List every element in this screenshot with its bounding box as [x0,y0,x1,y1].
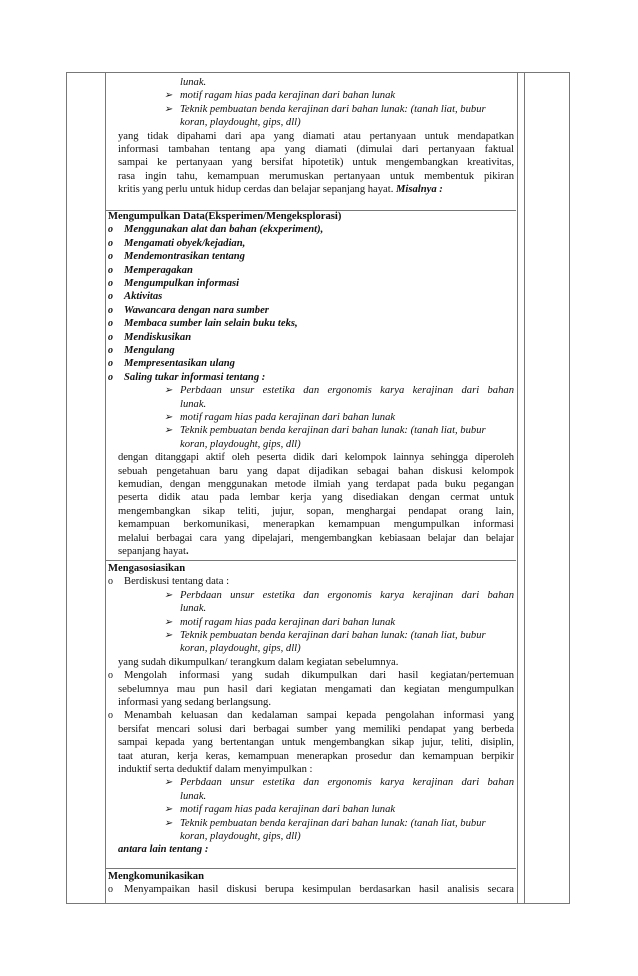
example-label: Misalnya : [396,184,443,196]
arrow-bullet-icon: ➢ [164,412,173,424]
circle-bullet-icon: o [108,264,113,276]
circle-bullet-icon: o [108,237,113,249]
arrow-item-continuation: koran, playdought, gips, dll) [180,643,301,655]
arrow-item [108,103,514,116]
section-questioning [108,76,514,197]
paragraph-line: sampai kepada yang bertentangan untuk mengembangkan sikap jujur, teliti, disiplin, [118,737,514,749]
arrow-bullet-icon: ➢ [164,630,173,642]
paragraph-line: yang sudah dikumpulkan/ terangkum dalam kegiatan sebelumnya. [118,656,399,668]
arrow-item [108,616,514,629]
arrow-item [108,384,514,397]
list-item [108,317,514,330]
paragraph-line: rasa ingin tahu, kemampuan merumuskan pertanyaan untuk membentuk pikiran [118,170,514,182]
arrow-item-continuation: koran, playdought, gips, dll) [180,117,301,129]
arrow-item [108,411,514,424]
list-item [108,331,514,344]
paragraph-text: kritis yang perlu untuk hidup cerdas dan belajar sepanjang hayat. [118,184,394,196]
table-right-column [517,73,525,903]
paragraph-line [108,183,514,196]
circle-bullet-icon: o [108,358,113,370]
list-item [108,344,514,357]
list-item-text: Mendemontrasikan tentang [124,251,245,263]
circle-bullet-icon: o [108,224,113,236]
paragraph-line: mengembangkan sikap teliti, jujur, sopan, menghargai pendapat orang lain, [118,505,514,517]
list-item-text: Wawancara dengan nara sumber [124,304,269,316]
arrow-item-text: Teknik pembuatan benda kerajinan dari bahan lunak: (tanah liat, bubur [180,817,486,829]
circle-bullet-icon: o [108,318,113,330]
arrow-item [108,589,514,602]
arrow-item-continuation: lunak. [180,398,207,410]
arrow-item [108,89,514,102]
section-heading: Mengumpulkan Data(Eksperimen/Mengeksplorasi) [108,211,342,222]
closing-label: antara lain tentang : [118,844,209,856]
list-item-text: Mengolah informasi yang sudah dikumpulkan dari hasil kegiatan/pertemuan [124,670,514,682]
list-item [108,709,514,722]
paragraph-period: . [185,546,189,558]
circle-bullet-icon: o [108,251,113,263]
arrow-bullet-icon: ➢ [164,817,173,829]
list-item [108,250,514,263]
arrow-item-text: motif ragam hias pada kerajinan dari bahan lunak [180,804,396,816]
list-item-text: Berdiskusi tentang data : [124,576,230,588]
list-item [108,304,514,317]
paragraph-line: yang tidak dipahami dari apa yang diamati atau pertanyaan untuk mendapatkan [118,130,514,142]
arrow-item-continuation: koran, playdought, gips, dll) [180,438,301,450]
arrow-bullet-icon: ➢ [164,804,173,816]
circle-bullet-icon: o [108,371,113,383]
list-item-text: Memperagakan [124,264,193,276]
arrow-item [108,424,514,437]
list-item [108,575,514,588]
arrow-item-continuation: lunak. [180,603,207,615]
arrow-item-text: Perbdaan unsur estetika dan ergonomis karya kerajinan dari bahan [180,589,514,601]
paragraph-line: induktif serta deduktif dalam menyimpulkan : [118,763,313,775]
circle-bullet-icon: o [108,278,113,290]
section-heading: Mengasosiasikan [108,563,186,574]
arrow-bullet-icon: ➢ [164,385,173,397]
arrow-item-text: Teknik pembuatan benda kerajinan dari bahan lunak: (tanah liat, bubur [180,425,486,437]
arrow-item-text: Teknik pembuatan benda kerajinan dari bahan lunak: (tanah liat, bubur [180,103,486,115]
circle-bullet-icon: o [108,304,113,316]
arrow-bullet-icon: ➢ [164,425,173,437]
arrow-item [108,776,514,789]
list-item [108,371,514,384]
section-communicating [108,870,514,897]
section-heading: Mengkomunikasikan [108,871,204,882]
table-left-column [67,73,106,903]
circle-bullet-icon: o [108,670,113,682]
list-item [108,264,514,277]
paragraph-line: sampai ke pertanyaan yang bersifat hipotetik) untuk mengembangkan kreativitas, [118,157,514,169]
list-item [108,290,514,303]
paragraph-line: dengan ditanggapi aktif oleh peserta didik dari kelompok lainnya sehingga diperoleh [118,452,514,464]
arrow-item [108,817,514,830]
arrow-item-text: Perbdaan unsur estetika dan ergonomis karya kerajinan dari bahan [180,777,514,789]
arrow-bullet-icon: ➢ [164,90,173,102]
list-item-text: Aktivitas [124,291,163,303]
arrow-item [108,803,514,816]
arrow-item [108,629,514,642]
arrow-bullet-icon: ➢ [164,589,173,601]
paragraph-line: informasi tambahan tentang apa yang diamati (dimulai dari pertanyaan faktual [118,144,514,156]
list-item [108,223,514,236]
arrow-item-continuation: lunak. [180,77,207,88]
paragraph-line: sebelumnya mau pun hasil dari kegiatan mengamati dan kegiatan mengumpulkan [118,683,514,695]
list-item-text: Saling tukar informasi tentang : [124,371,266,383]
paragraph-line: melalui berbagai cara yang dipelajari, mengembangkan kebiasaan belajar dan belajar [118,532,514,544]
list-item [108,357,514,370]
list-item [108,883,514,896]
paragraph-line: kemudian, dengan menggunakan metode ilmiah yang terdapat pada buku pegangan [118,479,514,491]
arrow-item-continuation: lunak. [180,790,207,802]
list-item-text: Mempresentasikan ulang [124,358,235,370]
arrow-bullet-icon: ➢ [164,777,173,789]
list-item-text: Mengamati obyek/kejadian, [124,237,246,249]
paragraph-line: peserta didik atau pada lembar kerja yang disediakan dengan cermat untuk [118,492,514,504]
paragraph-text: sepanjang hayat [118,546,186,558]
circle-bullet-icon: o [108,345,113,357]
list-item-text: Membaca sumber lain selain buku teks, [124,318,298,330]
arrow-item-continuation: koran, playdought, gips, dll) [180,831,301,842]
circle-bullet-icon: o [108,710,113,722]
list-item [108,277,514,290]
paragraph-line: sebuah pengetahuan baru yang dapat dijadikan sebagai bahan diskusi kelompok [118,465,514,477]
list-item [108,237,514,250]
section-associating [108,562,514,857]
arrow-item-text: motif ragam hias pada kerajinan dari bahan lunak [180,616,396,628]
paragraph-line: taat aturan, kerja keras, kemampuan menerapkan prosedur dan kemampuan berpikir [118,750,514,762]
arrow-item-text: motif ragam hias pada kerajinan dari bahan lunak [180,412,396,424]
paragraph-line: kemampuan berkomunikasi, menerapkan kemampuan mengumpulkan informasi [118,519,514,531]
arrow-bullet-icon: ➢ [164,616,173,628]
paragraph-line: bersifat mencari solusi dari berbagai sumber yang memiliki pendapat yang berbeda [118,723,514,735]
arrow-item-text: motif ragam hias pada kerajinan dari bahan lunak [180,90,396,102]
circle-bullet-icon: o [108,331,113,343]
circle-bullet-icon: o [108,884,113,896]
circle-bullet-icon: o [108,576,113,588]
list-item-text: Menambah keluasan dan kedalaman sampai kepada pengolahan informasi yang [124,710,514,722]
arrow-item-text: Perbdaan unsur estetika dan ergonomis karya kerajinan dari bahan [180,385,514,397]
circle-bullet-icon: o [108,291,113,303]
list-item-text: Menyampaikan hasil diskusi berupa kesimpulan berdasarkan hasil analisis secara [124,884,514,896]
list-item-text: Mengulang [124,345,175,357]
list-item-text: Mendiskusikan [124,331,192,343]
paragraph-line: informasi yang sedang berlangsung. [118,697,271,709]
paragraph-line [108,545,514,558]
list-item-text: Mengumpulkan informasi [124,278,240,290]
list-item-text: Menggunakan alat dan bahan (ekxperiment), [124,224,324,236]
section-collecting [108,210,514,558]
list-item [108,669,514,682]
arrow-item-text: Teknik pembuatan benda kerajinan dari bahan lunak: (tanah liat, bubur [180,630,486,642]
arrow-bullet-icon: ➢ [164,103,173,115]
